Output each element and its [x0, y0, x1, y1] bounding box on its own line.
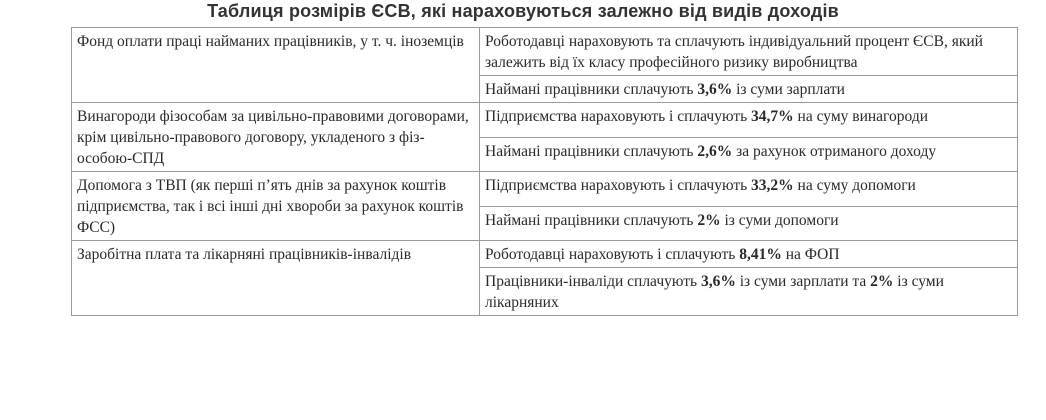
rule-text: на суму допомоги: [793, 177, 916, 194]
rate-value: 33,2%: [751, 177, 794, 194]
rate-value: 34,7%: [751, 108, 794, 125]
table-row: [72, 28, 1018, 76]
table-row: [72, 172, 1018, 207]
rate-value: 2,6%: [697, 142, 733, 160]
rule-text: Підприємства нараховують і сплачують: [485, 108, 752, 125]
contribution-rule-cell: [480, 268, 1018, 316]
rule-text: за рахунок отриманого доходу: [732, 142, 937, 160]
esv-rates-table: [71, 27, 1018, 316]
rule-text: із суми зарплати та: [735, 273, 871, 290]
contribution-rule-cell: [480, 103, 1018, 138]
rule-text: Підприємства нараховують і сплачують: [485, 177, 752, 194]
rule-text: Наймані працівники сплачують: [485, 211, 698, 229]
rule-text: Працівники-інваліди сплачують: [485, 273, 701, 290]
rule-text: із суми зарплати: [732, 81, 845, 98]
contribution-rule-cell: [480, 137, 1018, 172]
rule-text: із суми допомоги: [720, 211, 839, 229]
rule-text: із суми лікарняних: [485, 273, 944, 311]
contribution-rule-cell: [480, 172, 1018, 207]
contribution-rule-cell: [480, 206, 1018, 241]
rate-value: 2%: [870, 273, 894, 290]
rate-value: 3,6%: [697, 81, 733, 98]
contribution-rule-cell: [480, 241, 1018, 268]
income-type-cell: Винагороди фізособам за цивільно-правовими договорами, крім цивільно-правового договору, укладеного з фіз-особою-СПД: [72, 103, 480, 172]
income-type-cell: Фонд оплати праці найманих працівників, у т. ч. іноземців: [72, 28, 480, 103]
income-type-cell: Допомога з ТВП (як перші п’ять днів за рахунок коштів підприємства, так і всі інші дні хвороби за рахунок коштів ФСС): [72, 172, 480, 241]
rule-text: на ФОП: [781, 246, 840, 263]
table-row: [72, 103, 1018, 138]
rule-text: на суму винагороди: [793, 108, 928, 125]
rule-text: Наймані працівники сплачують: [485, 142, 698, 160]
contribution-rule-cell: [480, 76, 1018, 103]
rule-text: Наймані працівники сплачують: [485, 81, 698, 98]
table-title: Таблиця розмірів ЄСВ, які нараховуються залежно від видів доходів: [207, 1, 839, 21]
contribution-rule-cell: [480, 28, 1018, 76]
income-type-cell: Заробітна плата та лікарняні працівників-інвалідів: [72, 241, 480, 316]
rate-value: 3,6%: [700, 273, 736, 290]
rule-text: Роботодавці нараховують та сплачують індивідуальний процент ЄСВ, який залежить від їх класу професійного ризику виробництва: [485, 33, 983, 71]
rule-text: Роботодавці нараховують і сплачують: [485, 246, 740, 263]
rate-value: 8,41%: [739, 246, 782, 263]
rate-value: 2%: [697, 211, 721, 229]
table-row: [72, 241, 1018, 268]
